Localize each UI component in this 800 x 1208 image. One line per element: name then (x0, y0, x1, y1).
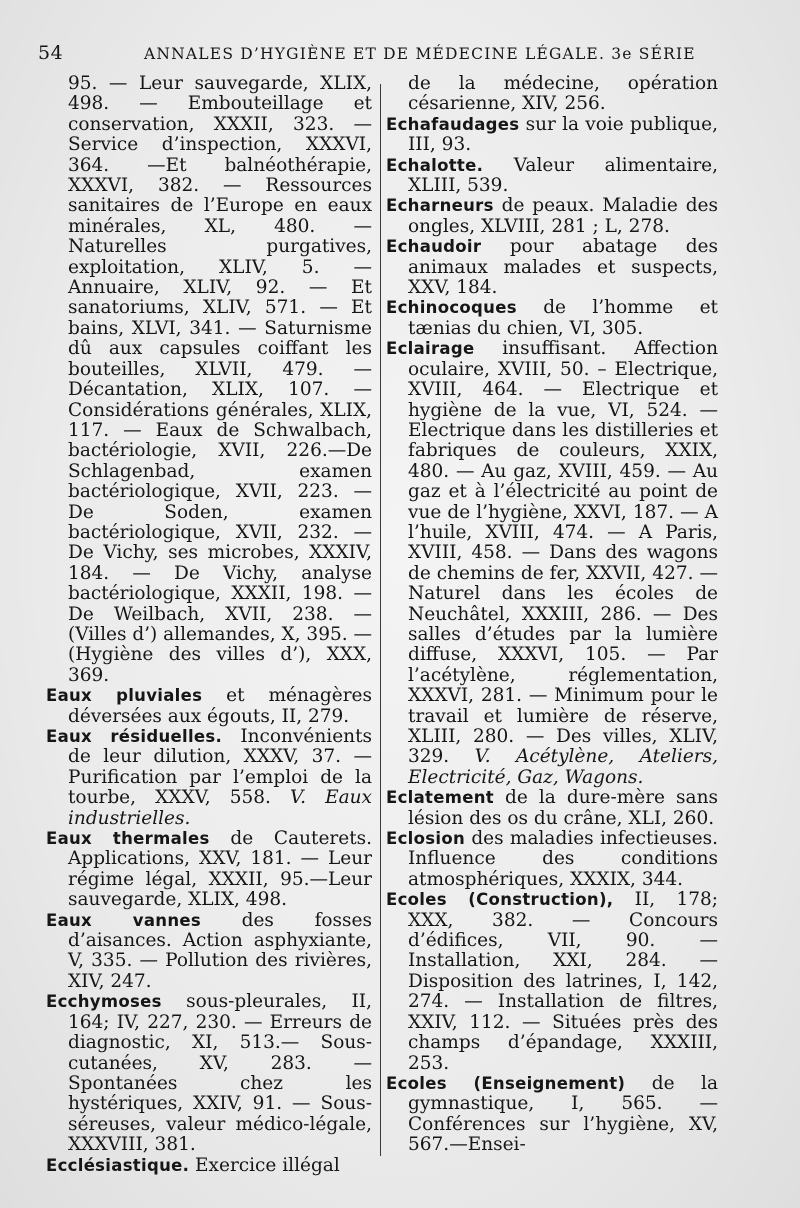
entry-heading: Echinocoques (386, 298, 517, 318)
entry-text: de l’homme et tænias du chien, VI, 305. (408, 297, 718, 339)
index-entry (386, 1074, 718, 1156)
entry-cross-reference: V. Eaux industrielles. (68, 787, 372, 829)
index-entry (46, 1156, 372, 1176)
index-entry (386, 74, 718, 115)
index-entry (386, 298, 718, 339)
entry-heading: Eclosion (386, 829, 466, 849)
entry-text: II, 178; XXX, 382. — Concours d’édifices, VII, 90. — Installation, XXI, 284. — Disposition des latrines, I, 142, 274. — Installation de filtres, XXIV, 112. — Situées près des champs d’épandage, XXXIII, 253. (408, 889, 718, 1074)
index-entry (46, 74, 372, 686)
entry-heading: Echafaudages (386, 114, 520, 134)
entry-text: des fosses d’aisances. Action asphyxiante, V, 335. — Pollution des rivières, XIV, 247. (68, 909, 372, 992)
running-head: ANNALES D’HYGIÈNE ET DE MÉDECINE LÉGALE. 3e SÉRIE (144, 45, 696, 63)
entry-text: sur la voie publique, III, 93. (408, 113, 718, 156)
entry-text: de peaux. Maladie des ongles, XLVIII, 281 ; L, 278. (408, 195, 718, 237)
entry-heading: Ecoles (Enseignement) (386, 1073, 626, 1093)
index-entry (386, 237, 718, 298)
entry-text: sous-pleurales, II, 164; IV, 227, 230. — Erreurs de diagnostic, XI, 513.— Sous-cutanées, XV, 283. — Spontanées chez les hystériques, XXIV, 91. — Sous-séreuses, valeur médico-légale, XXXVIII, 381. (68, 991, 372, 1156)
page-number: 54 (38, 42, 64, 64)
entry-heading: Ecclésiastique. (46, 1155, 190, 1175)
entry-heading: Eaux thermales (46, 829, 210, 849)
entry-text: Valeur alimentaire, XLIII, 539. (408, 154, 718, 197)
entry-heading: Eaux vannes (46, 910, 201, 930)
entry-heading: Eaux résiduelles. (46, 727, 223, 746)
index-entry (386, 115, 718, 156)
entry-text: pour abatage des animaux malades et suspects, XXV, 184. (408, 236, 718, 299)
entry-heading: Echarneurs (386, 196, 494, 216)
index-entry (46, 829, 372, 911)
index-entry (386, 156, 718, 197)
entry-heading: Eaux pluviales (46, 686, 203, 706)
index-entry (386, 890, 718, 1074)
column-divider (380, 84, 381, 1156)
entry-text: de la dure-mère sans lésion des os du crâne, XLI, 260. (408, 787, 718, 829)
index-entry (46, 992, 372, 1155)
entry-text: 95. — Leur sauvegarde, XLIX, 498. — Embouteillage et conservation, XXXII, 323. — Service d’inspection, XXXVI, 364. —Et balnéothérapie, XXXVI, 382. — Ressources sanitaires de l’Europe en eaux minérales, XL, 480. — Naturelles purgatives, exploitation, XLIV, 5. — Annuaire, XLIV, 92. — Et sanatoriums, XLIV, 571. — Et bains, XLVI, 341. — Saturnisme dû aux capsules coiffant les bouteilles, XLVII, 479. — Décantation, XLIX, 107. — Considérations générales, XLIX, 117. — Eaux de Schwalbach, bactériologie, XVII, 226.—De Schlagenbad, examen bactériologique, XVII, 223. — De Soden, examen bactériologique, XVII, 232. — De Vichy, ses microbes, XXXIV, 184. — De Vichy, analyse bactériologique, XXXII, 198. — De Weilbach, XVII, 238. — (Villes d’) allemandes, X, 395. — (Hygiène des villes d’), XXX, 369. (68, 73, 372, 686)
index-entry (46, 686, 372, 727)
entry-heading: Echaudoir (386, 237, 482, 257)
index-entry (46, 727, 372, 829)
entry-text: insuffisant. Affection oculaire, XVIII, 50. – Electrique, XVIII, 464. — Electrique et hygiène de la vue, VI, 524. — Electrique dans les distilleries et fabriques de couleurs, XXIX, 480. — Au gaz, XVIII, 459. — Au gaz et à l’électricité au point de vue de l’hygiène, XXVI, 187. — A l’huile, XVIII, 474. — A Paris, XVIII, 458. — Dans des wagons de chemins de fer, XXVII, 427. — Naturel dans les écoles de Neuchâtel, XXXIII, 286. — Des salles d’études par la lumière diffuse, XXXVI, 105. — Par l’acétylène, réglementation, XXXVI, 281. — Minimum pour le travail et lumière de réserve, XLIII, 280. — Des villes, XLIV, 329. (408, 338, 718, 768)
entry-heading: Eclairage (386, 339, 475, 359)
entry-text: et ménagères déversées aux égouts, II, 279. (68, 685, 373, 727)
left-column (46, 74, 372, 1194)
entry-text: de la médecine, opération césarienne, XIV, 256. (408, 73, 718, 115)
entry-heading: Eclatement (386, 788, 494, 808)
entry-text: Exercice illégal (189, 1154, 340, 1176)
entry-text: de Cauterets. Applications, XXV, 181. — Leur régime légal, XXXII, 95.—Leur sauvegarde, XLIX, 498. (68, 828, 372, 911)
entry-heading: Echalotte. (386, 155, 484, 175)
entry-heading: Ecchymoses (46, 992, 162, 1012)
index-entry (46, 911, 372, 993)
index-entry (386, 196, 718, 237)
entry-text: Inconvénients de leur dilution, XXXV, 37. — Purification par l’emploi de la tourbe, XXXV, 558. (68, 726, 372, 809)
entry-heading: Ecoles (Construction), (386, 890, 614, 910)
index-entry (386, 339, 718, 788)
index-entry (386, 829, 718, 890)
index-entry (386, 788, 718, 829)
entry-text: de la gymnastique, I, 565. — Conférences sur l’hygiène, XV, 567.—Ensei- (408, 1072, 719, 1156)
page-header (38, 42, 778, 70)
entry-text: des maladies infectieuses. Influence des conditions atmosphériques, XXXIX, 344. (408, 828, 718, 890)
entry-cross-reference: V. Acétylène, Ateliers, Electricité, Gaz, Wagons. (408, 746, 718, 788)
right-column (386, 74, 718, 1194)
